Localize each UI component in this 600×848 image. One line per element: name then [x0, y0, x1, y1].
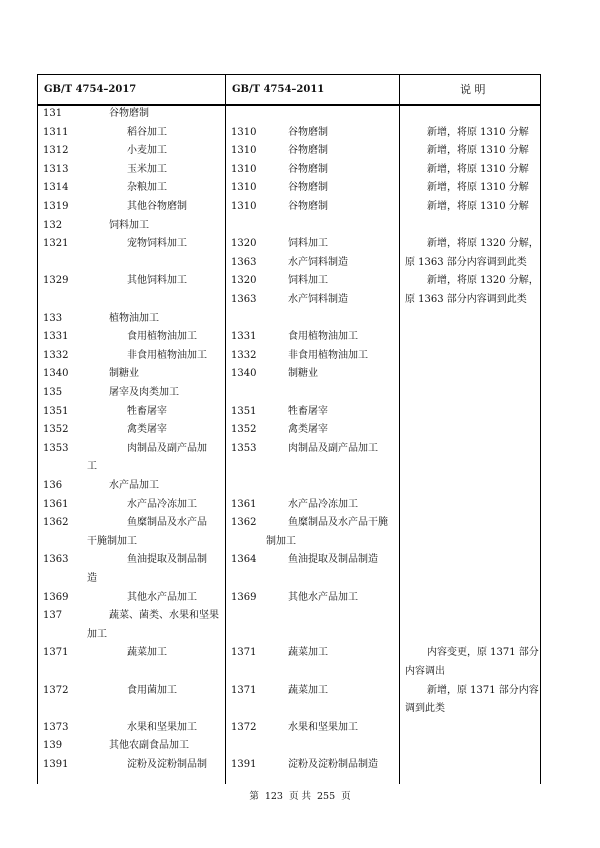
name-2017: 蔬菜加工 [127, 647, 167, 659]
name-2017: 工 [87, 461, 97, 473]
code-2017: 137 [43, 610, 63, 622]
name-2011: 谷物磨制 [288, 163, 328, 175]
table-row [37, 235, 541, 253]
table-row [37, 142, 541, 160]
code-2017: 1312 [43, 145, 69, 157]
name-2017: 加工 [87, 628, 107, 640]
name-2011: 蔬菜加工 [288, 647, 328, 659]
code-2011: 1369 [231, 591, 257, 603]
table-row [37, 626, 541, 644]
code-2011: 1310 [231, 126, 257, 138]
code-2011: 1320 [231, 275, 257, 287]
code-2017: 1332 [43, 349, 69, 361]
name-2017: 其他饲料加工 [127, 275, 187, 287]
code-2017: 1311 [43, 126, 69, 138]
name-2011: 非食用植物油加工 [288, 349, 368, 361]
table-row [37, 161, 541, 179]
table-row [37, 440, 541, 458]
code-2011: 1353 [231, 442, 257, 454]
name-2017: 肉制品及副产品加 [127, 442, 207, 454]
name-2011: 谷物磨制 [288, 182, 328, 194]
table-row [37, 570, 541, 588]
code-2017: 1373 [43, 721, 69, 733]
name-2017: 牲畜屠宰 [127, 405, 167, 417]
table-row [37, 477, 541, 495]
name-2011: 鱼油提取及制品制造 [288, 554, 378, 566]
name-2011: 牲畜屠宰 [288, 405, 328, 417]
header-gb-2011: GB/T 4754–2011 [232, 84, 325, 95]
code-2017: 1363 [43, 554, 69, 566]
name-2011: 禽类屠宰 [288, 424, 328, 436]
name-2011: 淀粉及淀粉制品制造 [288, 759, 378, 770]
name-2017: 稻谷加工 [127, 126, 167, 138]
table-row [37, 198, 541, 216]
name-2017: 淀粉及淀粉制品制 [127, 759, 207, 770]
table-row [37, 421, 541, 439]
code-2011: 1362 [231, 517, 257, 529]
name-2017: 蔬菜、菌类、水果和坚果 [109, 610, 219, 622]
table-row [37, 737, 541, 755]
name-2017: 鱼糜制品及水产品 [127, 517, 207, 529]
code-2017: 1340 [43, 368, 69, 380]
table-row [37, 124, 541, 142]
name-2011: 鱼糜制品及水产品干腌 [288, 517, 388, 529]
table-row [37, 310, 541, 328]
code-2011: 1332 [231, 349, 257, 361]
code-2017: 1391 [43, 759, 69, 770]
code-2017: 131 [43, 108, 63, 119]
table-row [37, 365, 541, 383]
table-row [37, 328, 541, 346]
code-2011: 1310 [231, 182, 257, 194]
table-row [37, 682, 541, 700]
code-2017: 1313 [43, 163, 69, 175]
page-footer [0, 788, 600, 802]
table-row [37, 607, 541, 625]
name-2011: 蔬菜加工 [288, 684, 328, 696]
name-2011: 水果和坚果加工 [288, 721, 358, 733]
table-row [37, 719, 541, 737]
footer-mid: 页 共 [288, 791, 312, 802]
name-2017: 食用植物油加工 [127, 331, 197, 343]
name-2017: 水产品冷冻加工 [127, 498, 197, 510]
code-2017: 132 [43, 219, 63, 231]
code-2011: 1372 [231, 721, 257, 733]
footer-prefix: 第 [249, 791, 259, 802]
code-2011: 1361 [231, 498, 257, 510]
table-row [37, 589, 541, 607]
name-2017: 鱼油提取及制品制 [127, 554, 207, 566]
code-2017: 1321 [43, 238, 69, 250]
standards-table [37, 74, 541, 784]
name-2017: 屠宰及肉类加工 [109, 387, 179, 398]
code-2011: 1310 [231, 201, 257, 212]
code-2017: 1353 [43, 442, 69, 454]
name-2011: 制糖业 [288, 368, 318, 380]
name-2011: 其他水产品加工 [288, 591, 358, 603]
table-header [37, 74, 541, 106]
code-2011: 1363 [231, 294, 257, 305]
table-row [37, 496, 541, 514]
name-2017: 非食用植物油加工 [127, 349, 207, 361]
name-2011: 饲料加工 [288, 275, 328, 287]
name-2017: 制糖业 [109, 368, 139, 380]
note-text: 新增，原 1371 部分内容 [427, 684, 539, 696]
code-2011: 1320 [231, 238, 257, 250]
code-2017: 133 [43, 312, 63, 324]
code-2011: 1310 [231, 145, 257, 157]
name-2017: 宠物饲料加工 [127, 238, 187, 250]
note-text: 新增，将原 1310 分解 [427, 126, 529, 138]
code-2017: 1351 [43, 405, 69, 417]
name-2017: 杂粮加工 [127, 182, 167, 194]
table-row [37, 254, 541, 272]
name-2011: 水产品冷冻加工 [288, 498, 358, 510]
name-2011: 制加工 [266, 535, 296, 547]
name-2017: 其他谷物磨制 [127, 201, 187, 212]
name-2011: 水产饲料制造 [288, 294, 348, 305]
code-2017: 1369 [43, 591, 69, 603]
table-row [37, 217, 541, 235]
table-row [37, 551, 541, 569]
table-row [37, 458, 541, 476]
code-2017: 136 [43, 480, 63, 491]
code-2017: 1361 [43, 498, 69, 510]
footer-suffix: 页 [341, 791, 351, 802]
code-2011: 1352 [231, 424, 257, 436]
note-text: 新增，将原 1320 分解， [427, 238, 539, 250]
table-row [37, 384, 541, 402]
code-2011: 1364 [231, 554, 257, 566]
code-2011: 1351 [231, 405, 257, 417]
name-2017: 禽类屠宰 [127, 424, 167, 436]
header-gb-2017: GB/T 4754–2017 [44, 84, 137, 95]
table-row [37, 291, 541, 309]
name-2011: 肉制品及副产品加工 [288, 442, 378, 454]
code-2017: 1319 [43, 201, 69, 212]
table-row [37, 700, 541, 718]
table-row [37, 347, 541, 365]
table-row [37, 179, 541, 197]
header-notes: 说 明 [460, 83, 486, 96]
name-2017: 其他水产品加工 [127, 591, 197, 603]
footer-total-pages: 255 [317, 791, 336, 802]
code-2011: 1371 [231, 684, 257, 696]
note-text: 调到此类 [405, 703, 445, 715]
code-2017: 139 [43, 740, 63, 752]
table-row [37, 105, 541, 123]
name-2017: 饲料加工 [109, 219, 149, 231]
code-2011: 1310 [231, 163, 257, 175]
table-row [37, 272, 541, 290]
note-text: 原 1363 部分内容调到此类 [405, 256, 527, 268]
code-2011: 1340 [231, 368, 257, 380]
name-2017: 水果和坚果加工 [127, 721, 197, 733]
code-2011: 1391 [231, 759, 257, 770]
table-row [37, 756, 541, 774]
code-2017: 1372 [43, 684, 69, 696]
name-2011: 食用植物油加工 [288, 331, 358, 343]
name-2011: 谷物磨制 [288, 201, 328, 212]
note-text: 新增，将原 1310 分解 [427, 201, 529, 212]
note-text: 新增，将原 1310 分解 [427, 163, 529, 175]
table-row [37, 533, 541, 551]
table-row [37, 644, 541, 662]
table-row [37, 663, 541, 681]
table-row [37, 403, 541, 421]
note-text: 新增，将原 1320 分解， [427, 275, 539, 287]
note-text: 新增，将原 1310 分解 [427, 182, 529, 194]
table-row [37, 514, 541, 532]
name-2011: 谷物磨制 [288, 145, 328, 157]
code-2017: 1371 [43, 647, 69, 659]
name-2011: 饲料加工 [288, 238, 328, 250]
code-2011: 1363 [231, 256, 257, 268]
name-2017: 谷物磨制 [109, 108, 149, 119]
note-text: 新增，将原 1310 分解 [427, 145, 529, 157]
code-2011: 1371 [231, 647, 257, 659]
code-2017: 1362 [43, 517, 69, 529]
name-2017: 干腌制加工 [87, 535, 137, 547]
name-2017: 其他农副食品加工 [109, 740, 189, 752]
name-2017: 植物油加工 [109, 312, 159, 324]
name-2017: 造 [87, 573, 97, 584]
name-2011: 谷物磨制 [288, 126, 328, 138]
code-2011: 1331 [231, 331, 257, 343]
code-2017: 1329 [43, 275, 69, 287]
code-2017: 135 [43, 387, 63, 398]
name-2017: 食用菌加工 [127, 684, 177, 696]
name-2017: 水产品加工 [109, 480, 159, 491]
name-2011: 水产饲料制造 [288, 256, 348, 268]
code-2017: 1331 [43, 331, 69, 343]
note-text: 内容调出 [405, 666, 445, 677]
name-2017: 小麦加工 [127, 145, 167, 157]
name-2017: 玉米加工 [127, 163, 167, 175]
note-text: 内容变更，原 1371 部分 [427, 647, 539, 659]
footer-page-number: 123 [264, 791, 283, 802]
code-2017: 1352 [43, 424, 69, 436]
note-text: 原 1363 部分内容调到此类 [405, 294, 527, 305]
code-2017: 1314 [43, 182, 69, 194]
